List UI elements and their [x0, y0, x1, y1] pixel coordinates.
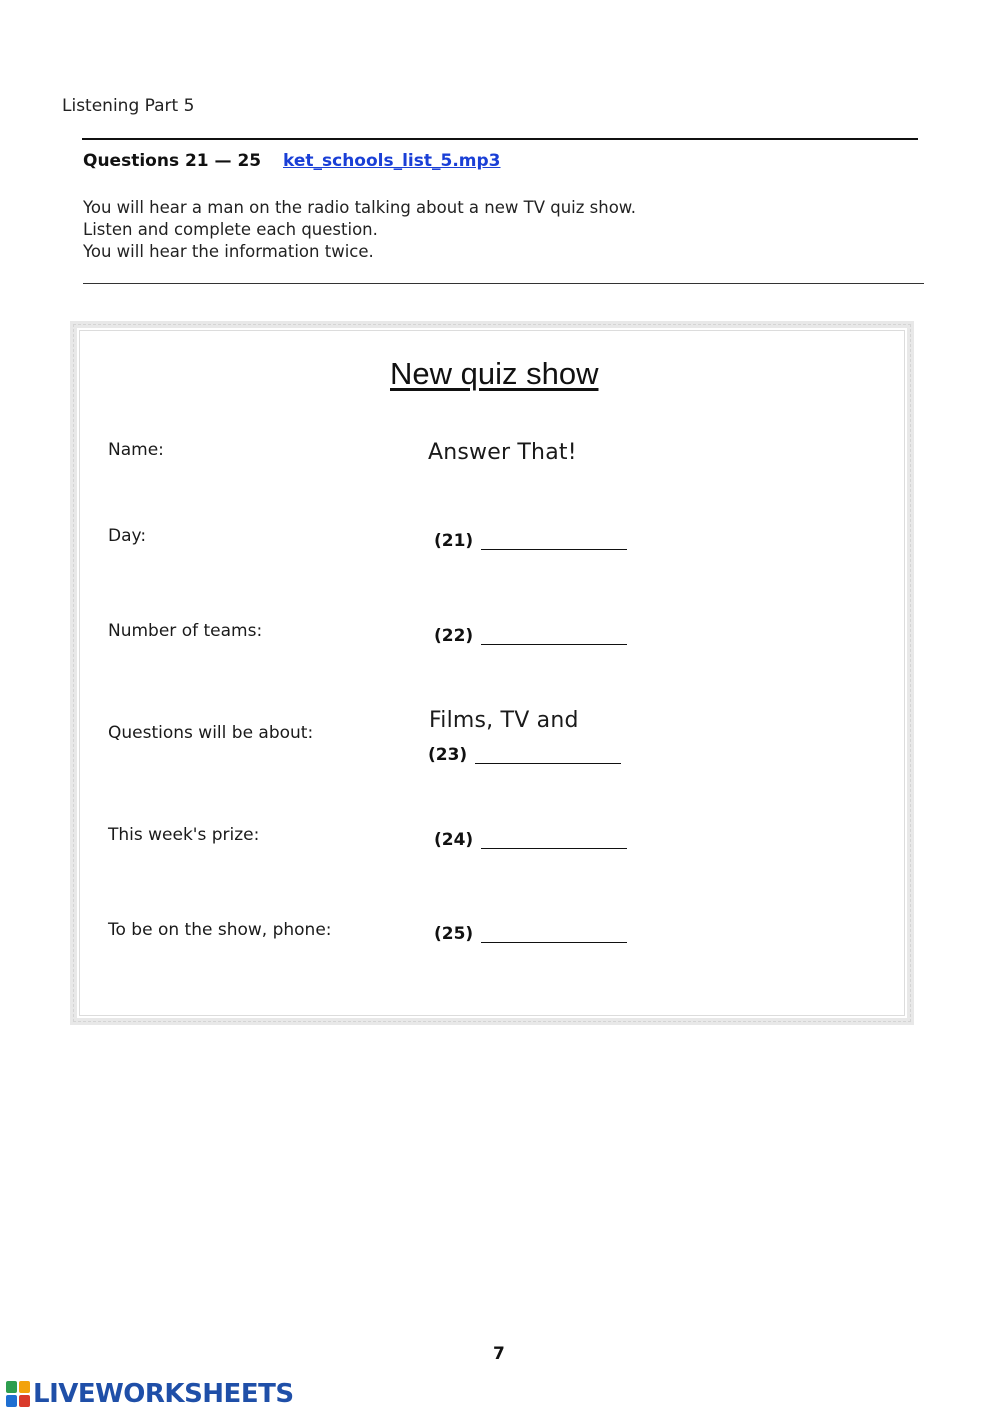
- row-label-teams: Number of teams:: [108, 621, 263, 641]
- row-label-prize: This week's prize:: [108, 825, 260, 845]
- logo-block: [19, 1381, 30, 1393]
- brand-logo-icon: [6, 1381, 30, 1407]
- questions-range: Questions 21 — 25: [83, 151, 262, 171]
- answer-topics-prefix: Films, TV and: [429, 708, 579, 733]
- instruction-line: Listen and complete each question.: [83, 220, 378, 239]
- answer-blank-23[interactable]: [475, 763, 621, 764]
- question-number-21: (21): [434, 531, 474, 551]
- audio-file-link[interactable]: ket_schools_list_5.mp3: [283, 151, 501, 171]
- quiz-box-border: [79, 330, 905, 1016]
- brand-watermark[interactable]: [6, 1379, 294, 1409]
- top-divider: [82, 138, 918, 140]
- question-number-25: (25): [434, 924, 474, 944]
- page-number: 7: [493, 1344, 505, 1364]
- bottom-divider: [83, 283, 924, 284]
- instruction-line: You will hear a man on the radio talking about a new TV quiz show.: [83, 198, 637, 217]
- answer-blank-25[interactable]: [481, 942, 627, 943]
- brand-name: LIVEWORKSHEETS: [33, 1379, 294, 1409]
- logo-block: [6, 1381, 17, 1393]
- instructions: [83, 197, 636, 263]
- logo-block: [19, 1395, 30, 1407]
- row-label-phone: To be on the show, phone:: [108, 920, 332, 940]
- section-label: Listening Part 5: [62, 96, 195, 116]
- instruction-line: You will hear the information twice.: [83, 242, 374, 261]
- question-number-23: (23): [428, 745, 468, 765]
- question-number-24: (24): [434, 830, 474, 850]
- quiz-title: New quiz show: [390, 356, 599, 391]
- answer-blank-21[interactable]: [481, 549, 627, 550]
- row-label-day: Day:: [108, 526, 147, 546]
- question-number-22: (22): [434, 626, 474, 646]
- answer-name: Answer That!: [428, 440, 577, 465]
- answer-blank-24[interactable]: [481, 848, 627, 849]
- row-label-name: Name:: [108, 440, 164, 460]
- row-label-topics: Questions will be about:: [108, 723, 314, 743]
- answer-blank-22[interactable]: [481, 644, 627, 645]
- logo-block: [6, 1395, 17, 1407]
